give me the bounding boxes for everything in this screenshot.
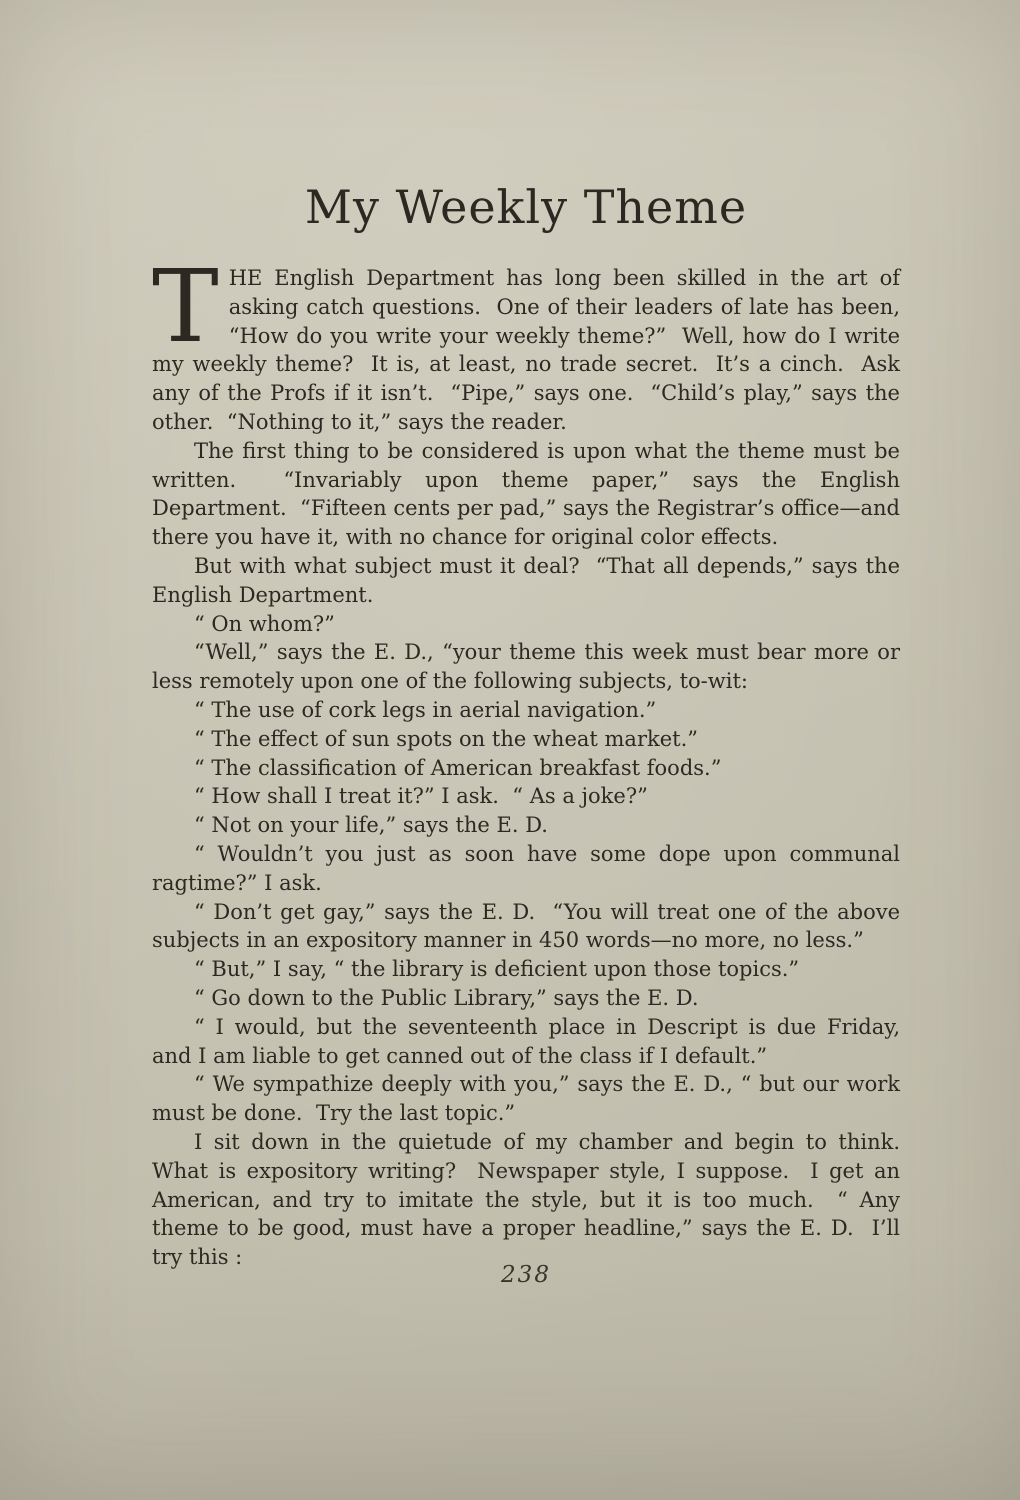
paragraph: The first thing to be considered is upon what the theme must be written. “Invariably upon theme paper,” says the English Department. “Fifteen cents per pad,” says the Registrar’s office—and there you have it, with no chance for original color effects. <box>152 438 907 550</box>
body-text <box>152 248 914 1272</box>
paragraph-lead <box>152 248 907 437</box>
paragraph: “ On whom?” <box>194 611 335 636</box>
paragraph: “ The effect of sun spots on the wheat market.” <box>194 726 698 751</box>
page-number: 238 <box>501 1262 551 1288</box>
paragraph: I sit down in the quietude of my chamber and begin to think. What is expository writing? Newspaper style, I suppose. I get an American, and try to imitate the style, but it is too much. “ Any theme to be good, must have a proper headline,” says the E. D. I’ll try this : <box>152 1129 914 1270</box>
paragraph: “ Wouldn’t you just as soon have some dope upon communal ragtime?” I ask. <box>152 841 907 895</box>
drop-cap: T <box>152 248 219 365</box>
paragraph: “ The use of cork legs in aerial navigation.” <box>194 697 657 722</box>
paragraph-lead-text: HE English Department has long been skilled in the art of asking catch questions. One of their leaders of late has been, “How do you write your weekly theme?” Well, how do I write my weekly theme? It is, at least, no trade secret. It’s a cinch. Ask any of the Profs if it isn’t. “Pipe,” says one. “Child’s play,” says the other. “Nothing to it,” says the reader. <box>152 266 907 434</box>
paragraph: “ Not on your life,” says the E. D. <box>194 813 548 838</box>
paragraph: “ How shall I treat it?” I ask. “ As a joke?” <box>194 784 648 809</box>
paragraph: “ Go down to the Public Library,” says the E. D. <box>194 985 699 1010</box>
paragraph: “ But,” I say, “ the library is deficient upon those topics.” <box>194 957 800 982</box>
paragraph: But with what subject must it deal? “That all depends,” says the English Department. <box>152 553 907 607</box>
paragraph: “ I would, but the seventeenth place in Descript is due Friday, and I am liable to get canned out of the class if I default.” <box>152 1014 907 1068</box>
paragraph: “ Don’t get gay,” says the E. D. “You will treat one of the above subjects in an expository manner in 450 words—no more, no less.” <box>152 899 907 953</box>
paragraph: “ We sympathize deeply with you,” says the E. D., “ but our work must be done. Try the last topic.” <box>152 1072 907 1126</box>
page-title: My Weekly Theme <box>304 180 748 234</box>
paragraph: “Well,” says the E. D., “your theme this week must bear more or less remotely upon one of the following subjects, to-wit: <box>152 640 907 694</box>
paragraph: “ The classification of American breakfast foods.” <box>194 755 722 780</box>
